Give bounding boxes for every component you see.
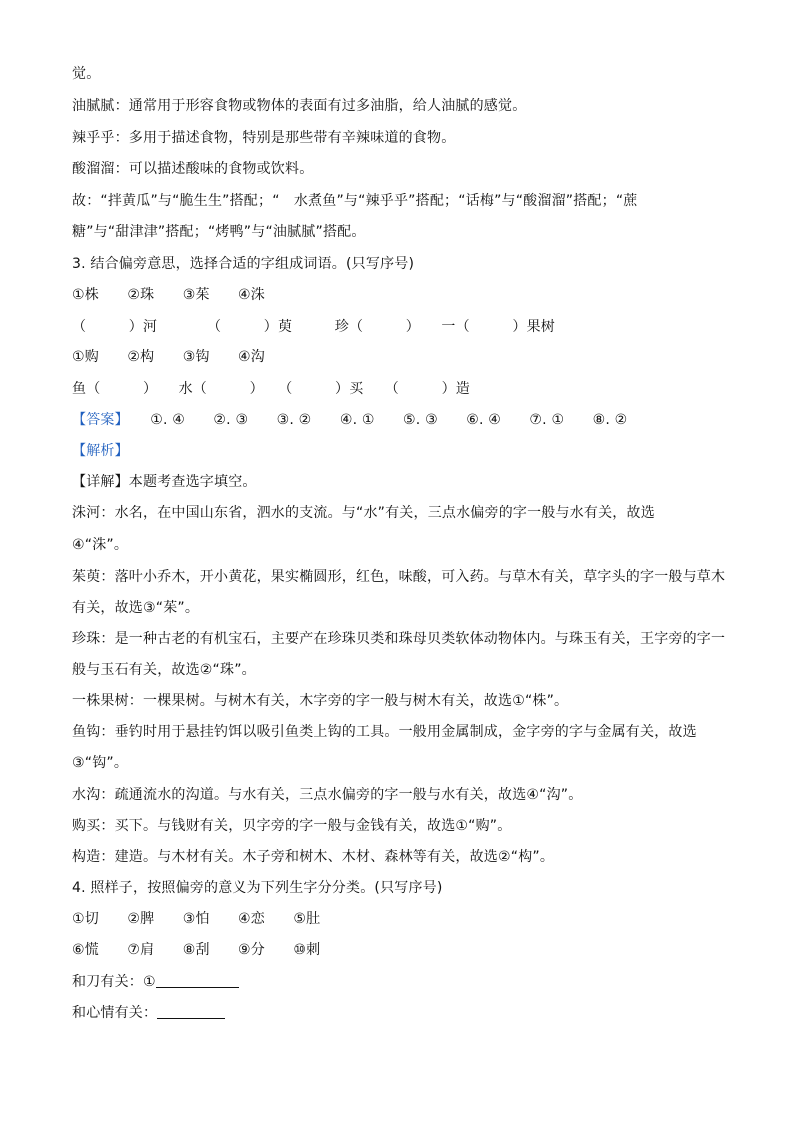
text-line: ③“钩”。 xyxy=(72,755,129,771)
text-line: 辣乎乎：多用于描述食物，特别是那些带有辛辣味道的食物。 xyxy=(72,130,456,146)
text-line: 般与玉石有关，故选②“珠”。 xyxy=(72,662,256,678)
text-line: 【详解】本题考查选字填空。 xyxy=(72,474,257,490)
text-line: 鱼钩：垂钓时用于悬挂钓饵以吸引鱼类上钩的工具。一般用金属制成，金字旁的字与金属有关，故选 xyxy=(72,724,697,740)
text-line: 水沟：疏通流水的沟道。与水有关，三点水偏旁的字一般与水有关，故选④“沟”。 xyxy=(72,787,583,803)
text-line: 有关，故选③“茱”。 xyxy=(72,600,200,616)
text-line: 洙河：水名，在中国山东省，泗水的支流。与“水”有关，三点水偏旁的字一般与水有关，故选 xyxy=(72,505,655,521)
text-line: 茱萸：落叶小乔木，开小黄花，果实椭圆形，红色，味酸，可入药。与草木有关，草字头的字一般与草木 xyxy=(72,569,726,585)
fill-blank-row: 鱼（ ） 水（ ） （ ）买 （ ）造 xyxy=(72,381,470,397)
text-line: 购买：买下。与钱财有关，贝字旁的字一般与金钱有关，故选①“购”。 xyxy=(72,818,512,834)
text-line: 构造：建造。与木材有关。木子旁和树木、木材、森林等有关，故选②“构”。 xyxy=(72,849,555,865)
answer-text: ①. ④ ②. ③ ③. ② ④. ① ⑤. ③ ⑥. ④ ⑦. ① ⑧. ② xyxy=(121,412,628,428)
question-4-title: 4. 照样子，按照偏旁的意义为下列生字分分类。(只写序号) xyxy=(72,880,443,896)
answer-field-row xyxy=(72,1003,225,1023)
text-line: ④“洙”。 xyxy=(72,537,129,553)
answer-label: 【答案】 xyxy=(72,412,122,428)
fill-blank-row: （ ）河 （ ）萸 珍（ ） 一（ ）果树 xyxy=(72,319,555,335)
text-line: 一株果树：一棵果树。与树木有关，木字旁的字一般与树木有关，故选①“株”。 xyxy=(72,693,569,709)
text-line: 糖”与“甜津津”搭配；“烤鸭”与“油腻腻”搭配。 xyxy=(72,224,366,240)
option-row: ⑥慌 ⑦肩 ⑧刮 ⑨分 ⑩刺 xyxy=(72,942,321,958)
question-3-title: 3. 结合偏旁意思，选择合适的字组成词语。(只写序号) xyxy=(72,256,415,272)
answer-line xyxy=(72,410,627,430)
text-line: 酸溜溜：可以描述酸味的食物或饮料。 xyxy=(72,161,314,177)
text-line: 油腻腻：通常用于形容食物或物体的表面有过多油脂，给人油腻的感觉。 xyxy=(72,98,527,114)
text-line: 觉。 xyxy=(72,66,101,82)
text-line: 珍珠：是一种古老的有机宝石，主要产在珍珠贝类和珠母贝类软体动物体内。与珠玉有关，王字旁的字一 xyxy=(72,631,726,647)
option-row: ①购 ②构 ③钩 ④沟 xyxy=(72,349,266,365)
analysis-label: 【解析】 xyxy=(72,443,129,459)
option-row: ①切 ②脾 ③怕 ④恋 ⑤肚 xyxy=(72,911,321,927)
field-label: 和心情有关： xyxy=(72,1005,158,1021)
text-line: 故：“拌黄瓜”与“脆生生”搭配；“ 水煮鱼”与“辣乎乎”搭配；“话梅”与“酸溜溜”搭配；“蔗 xyxy=(72,193,638,209)
option-row: ①株 ②珠 ③茱 ④洙 xyxy=(72,287,266,303)
answer-blank[interactable] xyxy=(156,973,239,988)
answer-field-row xyxy=(72,972,239,992)
field-label: 和刀有关：① xyxy=(72,974,156,990)
answer-blank[interactable] xyxy=(157,1004,225,1019)
